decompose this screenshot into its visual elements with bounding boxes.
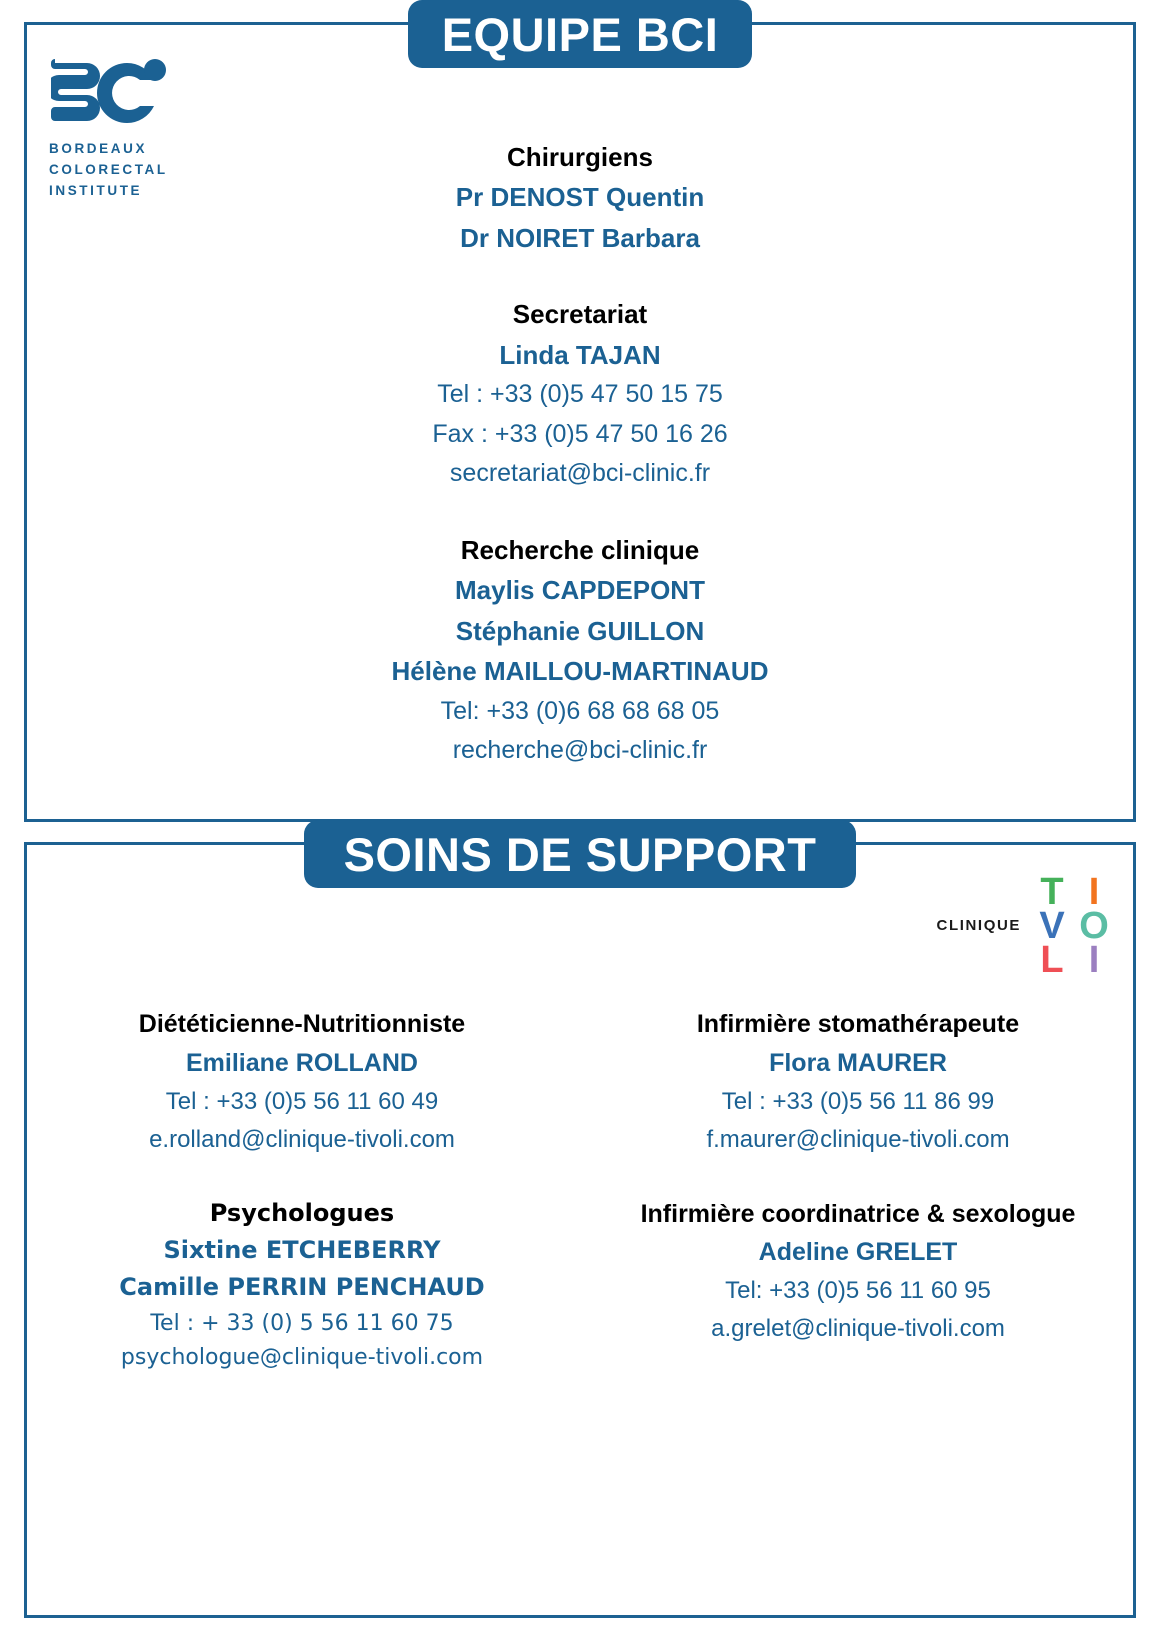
- phone-number: Tel : +33 (0)5 47 50 15 75: [437, 380, 723, 409]
- phone-number: Tel : +33 (0)5 56 11 86 99: [721, 1087, 995, 1115]
- email-address[interactable]: f.maurer@clinique-tivoli.com: [706, 1125, 1010, 1153]
- tivoli-letter-o: O: [1079, 905, 1109, 947]
- tivoli-letters: [1031, 871, 1115, 981]
- team-panel: [24, 7, 1136, 822]
- support-cell-coordinating-nurse: [583, 1195, 1133, 1377]
- phone-number: Tel: +33 (0)5 56 11 60 95: [725, 1277, 991, 1305]
- person-name: Linda TAJAN: [499, 339, 661, 370]
- team-group-research: [27, 530, 1133, 771]
- bci-word-line-1: BORDEAUX: [49, 141, 148, 156]
- team-banner-title: EQUIPE BCI: [408, 0, 752, 68]
- person-name: Emiliane ROLLAND: [186, 1048, 418, 1077]
- group-role-label: Infirmière coordinatrice & sexologue: [640, 1199, 1076, 1228]
- person-name: Flora MAURER: [769, 1048, 947, 1077]
- person-name: Dr NOIRET Barbara: [460, 222, 700, 253]
- tivoli-clinique-label: CLINIQUE: [936, 916, 1021, 934]
- person-name: Pr DENOST Quentin: [455, 182, 705, 213]
- support-cell-stoma-nurse: [583, 1005, 1133, 1159]
- group-role-label: Infirmière stomathérapeute: [696, 1010, 1020, 1038]
- tivoli-letter-i1: I: [1088, 871, 1100, 913]
- tivoli-letter-t: T: [1040, 871, 1064, 913]
- team-contact-list: [27, 137, 1133, 771]
- group-role-label: Chirurgiens: [507, 142, 653, 172]
- tivoli-letter-l: L: [1040, 939, 1064, 981]
- group-role-label: Psychologues: [209, 1198, 395, 1227]
- email-address[interactable]: secretariat@bci-clinic.fr: [449, 459, 711, 488]
- phone-number: Tel : + 33 (0) 5 56 11 60 75: [150, 1310, 454, 1336]
- support-contact-grid: [27, 1005, 1133, 1605]
- team-group-surgeons: [27, 137, 1133, 258]
- support-care-panel: [24, 827, 1136, 1618]
- bci-word-line-2: COLORECTAL: [49, 161, 168, 177]
- support-cell-psychologists: [27, 1195, 577, 1377]
- email-address[interactable]: recherche@bci-clinic.fr: [452, 736, 708, 765]
- person-name: Maylis CAPDEPONT: [455, 575, 705, 606]
- person-name: Adeline GRELET: [758, 1238, 958, 1267]
- group-role-label: Recherche clinique: [460, 534, 700, 565]
- phone-number: Tel : +33 (0)5 56 11 60 49: [165, 1087, 439, 1115]
- support-cell-dietitian: [27, 1005, 577, 1159]
- support-banner-title: SOINS DE SUPPORT: [304, 820, 856, 888]
- group-role-label: Diététicienne-Nutritionniste: [138, 1010, 466, 1038]
- fax-number: Fax : +33 (0)5 47 50 16 26: [432, 419, 728, 448]
- bci-monogram-icon: [51, 57, 171, 129]
- phone-number: Tel: +33 (0)6 68 68 68 05: [440, 696, 720, 725]
- person-name: Camille PERRIN PENCHAUD: [119, 1273, 485, 1302]
- team-group-secretariat: [27, 294, 1133, 493]
- group-role-label: Secretariat: [512, 299, 648, 330]
- person-name: Stéphanie GUILLON: [455, 615, 705, 646]
- tivoli-letter-i2: I: [1088, 939, 1100, 981]
- tivoli-logo: [936, 871, 1115, 981]
- email-address[interactable]: e.rolland@clinique-tivoli.com: [149, 1125, 455, 1153]
- tivoli-letter-v: V: [1039, 905, 1065, 947]
- bci-word-line-3: INSTITUTE: [49, 182, 143, 198]
- email-address[interactable]: a.grelet@clinique-tivoli.com: [711, 1315, 1005, 1343]
- email-address[interactable]: psychologue@clinique-tivoli.com: [120, 1345, 484, 1371]
- person-name: Sixtine ETCHEBERRY: [163, 1235, 441, 1264]
- person-name: Hélène MAILLOU-MARTINAUD: [391, 656, 769, 687]
